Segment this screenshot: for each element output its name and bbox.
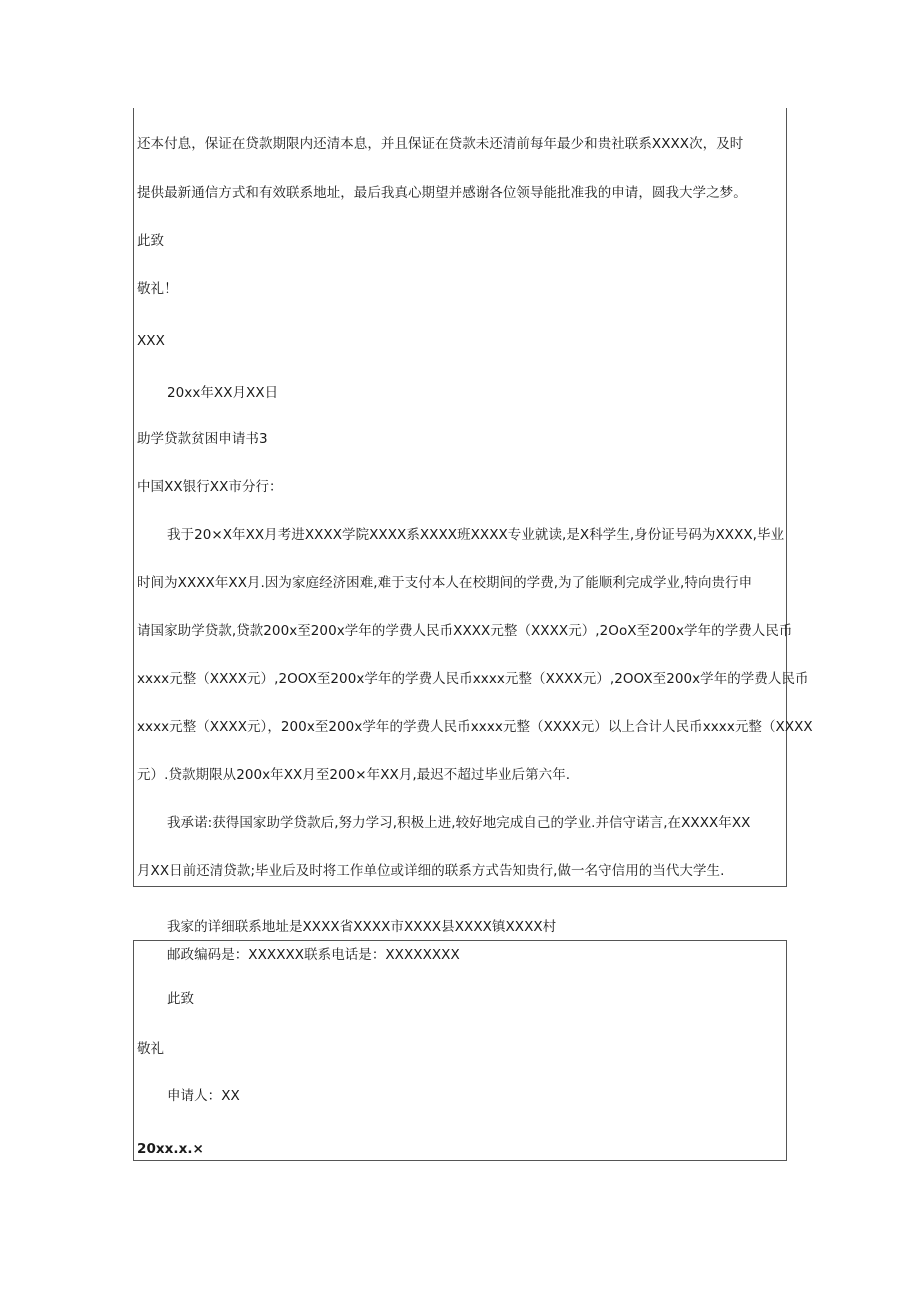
postal-phone: 邮政编码是：XXXXXX联系电话是：XXXXXXXX	[167, 947, 460, 963]
paragraph-line: 月XX日前还清贷款;毕业后及时将工作单位或详细的联系方式告知贵行,做一名守信用的当代大学生.	[137, 863, 725, 879]
salutation-text: 敬礼！	[137, 281, 178, 297]
paragraph-line: xxxx元整（XXXX元）,2OOX至200x学年的学费人民币xxxx元整（XXXX元）,2OOX至200x学年的学费人民币	[137, 671, 809, 687]
page-frame-bottom	[133, 940, 787, 1161]
contact-address: 我家的详细联系地址是XXXX省XXXX市XXXX县XXXX镇XXXX村	[167, 919, 557, 935]
document-title: 助学贷款贫困申请书3	[137, 431, 268, 447]
paragraph-line: 请国家助学贷款,贷款200x至200x学年的学费人民币XXXX元整（XXXX元）,2OoX至200x学年的学费人民币	[137, 623, 793, 639]
letter-date: 20xx年XX月XX日	[167, 385, 279, 401]
paragraph-line: 时间为XXXX年XX月.因为家庭经济困难,难于支付本人在校期间的学费,为了能顺利完成学业,特向贵行申	[137, 575, 753, 591]
paragraph-line: 我承诺:获得国家助学贷款后,努力学习,积极上进,较好地完成自己的学业.并信守诺言,在XXXX年XX	[167, 815, 751, 831]
closing-text: 此致	[167, 991, 195, 1007]
signer-name: XXX	[137, 333, 165, 349]
paragraph-line: xxxx元整（XXXX元），200x至200x学年的学费人民币xxxx元整（XXXX元）以上合计人民币xxxx元整（XXXX	[137, 719, 813, 735]
application-date: 20xx.x.×	[137, 1141, 204, 1157]
letter-body-line: 提供最新通信方式和有效联系地址，最后我真心期望并感谢各位领导能批准我的申请，圆我大学之梦。	[137, 185, 747, 201]
addressee: 中国XX银行XX市分行：	[137, 479, 283, 495]
paragraph-line: 元）.贷款期限从200x年XX月至200×年XX月,最迟不超过毕业后第六年.	[137, 767, 571, 783]
salutation-text: 敬礼	[137, 1041, 165, 1057]
paragraph-line: 我于20×X年XX月考进XXXX学院XXXX系XXXX班XXXX专业就读,是X科学生,身份证号码为XXXX,毕业	[167, 527, 785, 543]
closing-text: 此致	[137, 233, 165, 249]
letter-body-line: 还本付息，保证在贷款期限内还清本息，并且保证在贷款未还清前每年最少和贵社联系XXXX次，及时	[137, 136, 744, 152]
applicant-name: 申请人：XX	[167, 1088, 240, 1104]
